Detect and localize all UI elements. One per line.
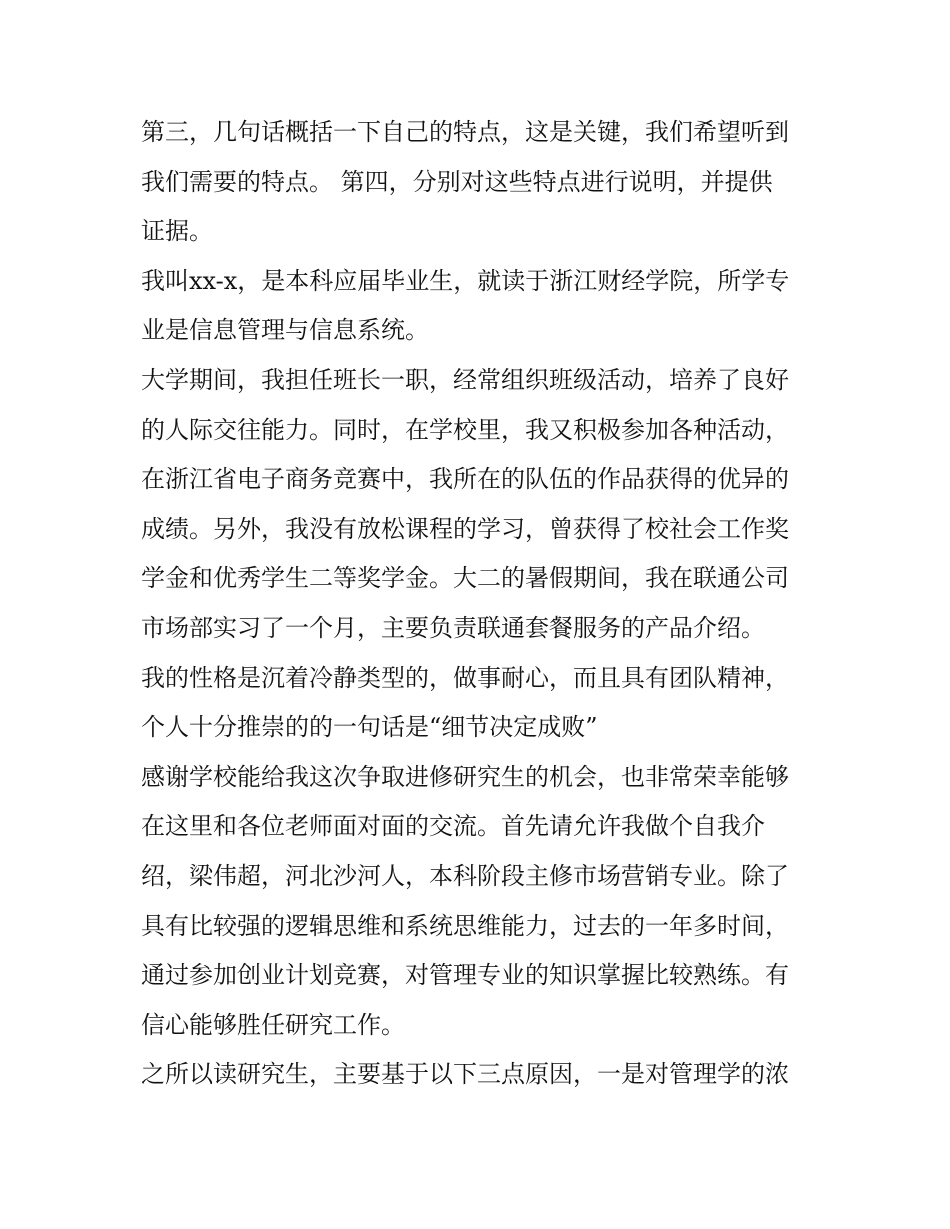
text-line: 之所以读研究生，主要基于以下三点原因，一是对管理学的浓: [141, 1060, 789, 1089]
body-text: [141, 108, 821, 1100]
text-line: 感谢学校能给我这次争取进修研究生的机会，也非常荣幸能够: [141, 762, 789, 791]
text-line: 大学期间，我担任班长一职，经常组织班级活动，培养了良好: [141, 365, 789, 394]
text-line: 业是信息管理与信息系统。: [141, 316, 429, 345]
text-line: 个人十分推崇的的一句话是“细节决定成败”: [141, 713, 598, 742]
text-line: 的人际交往能力。同时，在学校里，我又积极参加各种活动，: [141, 415, 789, 444]
text-line: 我叫xx-x，是本科应届毕业生，就读于浙江财经学院，所学专: [141, 266, 790, 295]
text-line: 成绩。另外，我没有放松课程的学习，曾获得了校社会工作奖: [141, 514, 789, 543]
text-line: 具有比较强的逻辑思维和系统思维能力，过去的一年多时间，: [141, 911, 789, 940]
text-line: 第三，几句话概括一下自己的特点，这是关键，我们希望听到: [141, 118, 789, 146]
text-line: 市场部实习了一个月，主要负责联通套餐服务的产品介绍。: [141, 613, 765, 642]
text-line: 信心能够胜任研究工作。: [141, 1010, 405, 1039]
text-line: 证据。: [141, 217, 213, 246]
text-line: 绍，梁伟超，河北沙河人，本科阶段主修市场营销专业。除了: [141, 861, 789, 890]
text-line: 学金和优秀学生二等奖学金。大二的暑假期间，我在联通公司: [141, 564, 789, 593]
text-line: 在这里和各位老师面对面的交流。首先请允许我做个自我介: [141, 812, 765, 841]
text-line: 在浙江省电子商务竞赛中，我所在的队伍的作品获得的优异的: [141, 465, 789, 494]
text-line: 我的性格是沉着冷静类型的，做事耐心，而且具有团队精神，: [141, 663, 789, 692]
text-line: 我们需要的特点。 第四，分别对这些特点进行说明，并提供: [141, 167, 773, 196]
text-line: 通过参加创业计划竞赛，对管理专业的知识掌握比较熟练。有: [141, 961, 789, 990]
